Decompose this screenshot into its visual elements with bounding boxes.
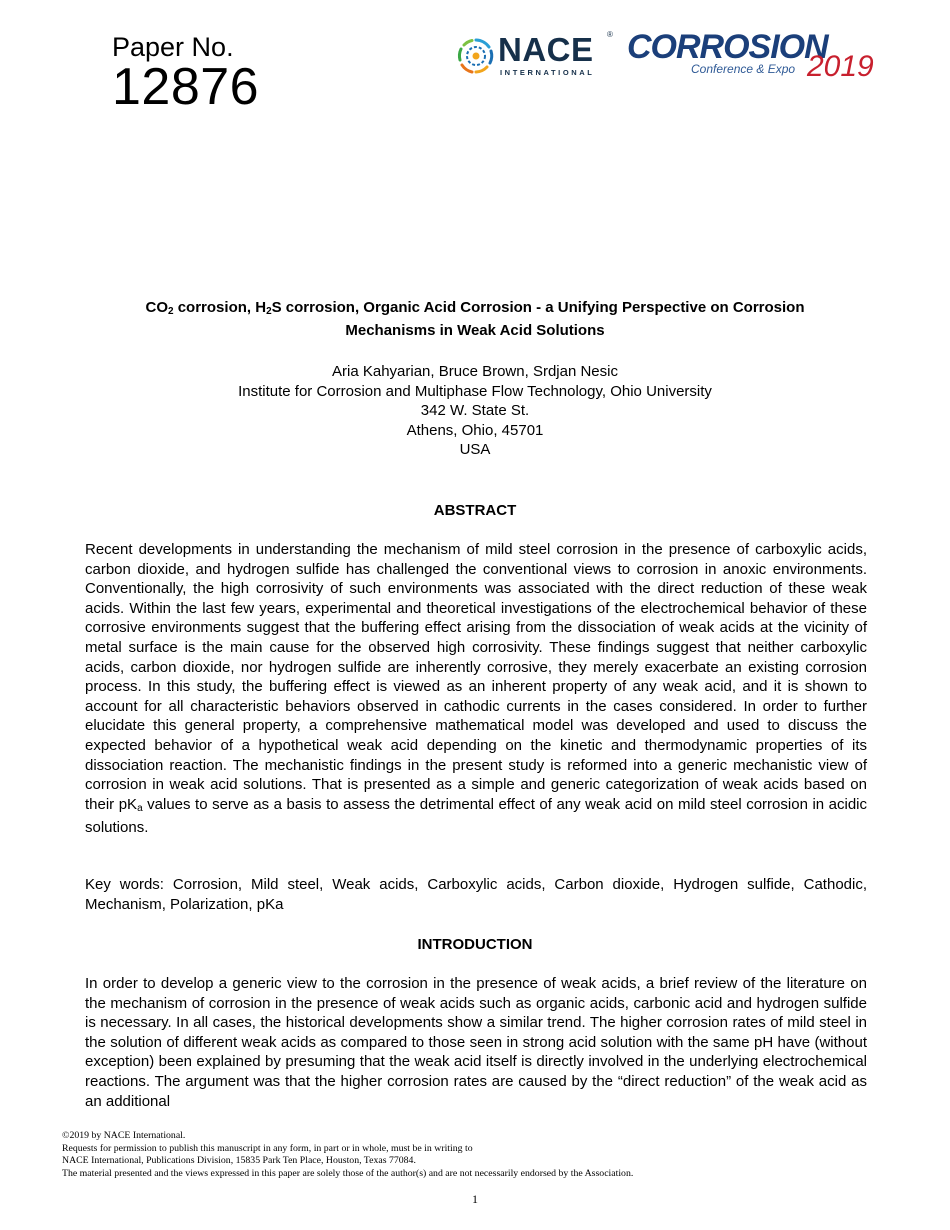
- author-affiliation: [85, 362, 865, 460]
- corrosion-2019-logo: [627, 30, 892, 92]
- header-logos: [452, 30, 892, 90]
- paper-title: [85, 298, 865, 340]
- title-line-1: $CO_2$ corrosion, $H_2S$ corrosion, Organic Acid Corrosion - a Unifying Perspective on Corrosion: [145, 299, 805, 317]
- conference-year: 2019: [807, 50, 874, 83]
- conference-expo-label: Conference & Expo: [691, 62, 796, 76]
- title-line-2: Mechanisms in Weak Acid Solutions: [345, 322, 605, 339]
- abstract-heading: ABSTRACT: [433, 502, 517, 519]
- nace-logo: [452, 30, 612, 80]
- keywords: Key words: Corrosion, Mild steel, Weak acids, Carboxylic acids, Carbon dioxide, Hydrogen sulfide, Cathodic, Mechanism, Polarization, pKa: [85, 876, 867, 913]
- corrosion-wordmark: CORROSION: [627, 28, 828, 66]
- copyright-footer: [62, 1130, 882, 1180]
- nace-globe-icon: [456, 36, 496, 76]
- nace-wordmark: NACE: [498, 31, 594, 68]
- city-address: Athens, Ohio, 45701: [406, 421, 544, 439]
- institution: Institute for Corrosion and Multiphase Flow Technology, Ohio University: [238, 382, 712, 400]
- introduction-text: In order to develop a generic view to the corrosion in the presence of weak acids, a brief review of the literature on the mechanism of corrosion in the presence of weak acids such as organic acids, carbonic acid and hydrogen sulfide is necessary. In all cases, the historical developments show a similar trend. The higher corrosion rates of mild steel in the solution of different weak acids as compared to those seen in strong acid solution with the same pH have (without exception) been explained by presuming that the weak acid itself is directly involved in the underlying electrochemical reactions. The argument was that the higher corrosion rates are caused by the “direct reduction” of the weak acid as an additional: [85, 975, 867, 1110]
- introduction-heading: INTRODUCTION: [417, 936, 533, 953]
- permission-line: Requests for permission to publish this manuscript in any form, in part or in whole, must be in writing to: [62, 1142, 473, 1154]
- address-line: NACE International, Publications Division, 15835 Park Ten Place, Houston, Texas 77084.: [62, 1155, 416, 1167]
- author-names: Aria Kahyarian, Bruce Brown, Srdjan Nesic: [332, 363, 618, 380]
- paper-number: 12876: [112, 58, 260, 116]
- nace-registered-mark: ®: [607, 30, 613, 39]
- disclaimer-line: The material presented and the views expressed in this paper are solely those of the author(s) and are not necessarily endorsed by the Association.: [62, 1167, 634, 1179]
- street-address: 342 W. State St.: [420, 402, 530, 420]
- copyright-line: ©2019 by NACE International.: [62, 1130, 186, 1141]
- paper-number-block: [112, 32, 260, 116]
- nace-subtitle: INTERNATIONAL: [500, 68, 595, 77]
- paper-number-label: Paper No.: [112, 32, 234, 62]
- page-number: 1: [472, 1192, 478, 1206]
- abstract-text: Recent developments in understanding the mechanism of mild steel corrosion in the presence of carboxylic acids, carbon dioxide, and hydrogen sulfide has challenged the conventional views to corrosion in anoxic environments. Conventionally, the high corrosivity of such environments was associated with the direct reduction of these weak acids. Within the last few years, experimental and theoretical investigations of the electrochemical behavior of these corrosive environments suggest that the buffering effect arising from the dissociation of weak acids at the vicinity of metal surface is the main cause for the observed high corrosivity. These findings suggest that neither carboxylic acids, carbon dioxide, nor hydrogen sulfide are inherently corrosive, they merely exacerbate an existing corrosion process. In this study, the buffering effect is viewed as an inherent property of any weak acid, and it is shown to account for all characteristic behaviors observed in cathodic currents in the cases considered. In order to further elucidate this general property, a comprehensive mathematical model was developed and used to discuss the expected behavior of a hypothetical weak acid depending on the kinetic and thermodynamic properties of its dissociation reaction. The mechanistic findings in the present study is reformed into a generic mechanistic view of corrosion in weak acid solutions. That is presented as a simple and generic categorization of weak acids based on their $pK_a$ values to serve as a basis to assess the detrimental effect of any weak acid on mild steel corrosion in acidic solutions.: [85, 541, 867, 837]
- country: USA: [459, 441, 491, 459]
